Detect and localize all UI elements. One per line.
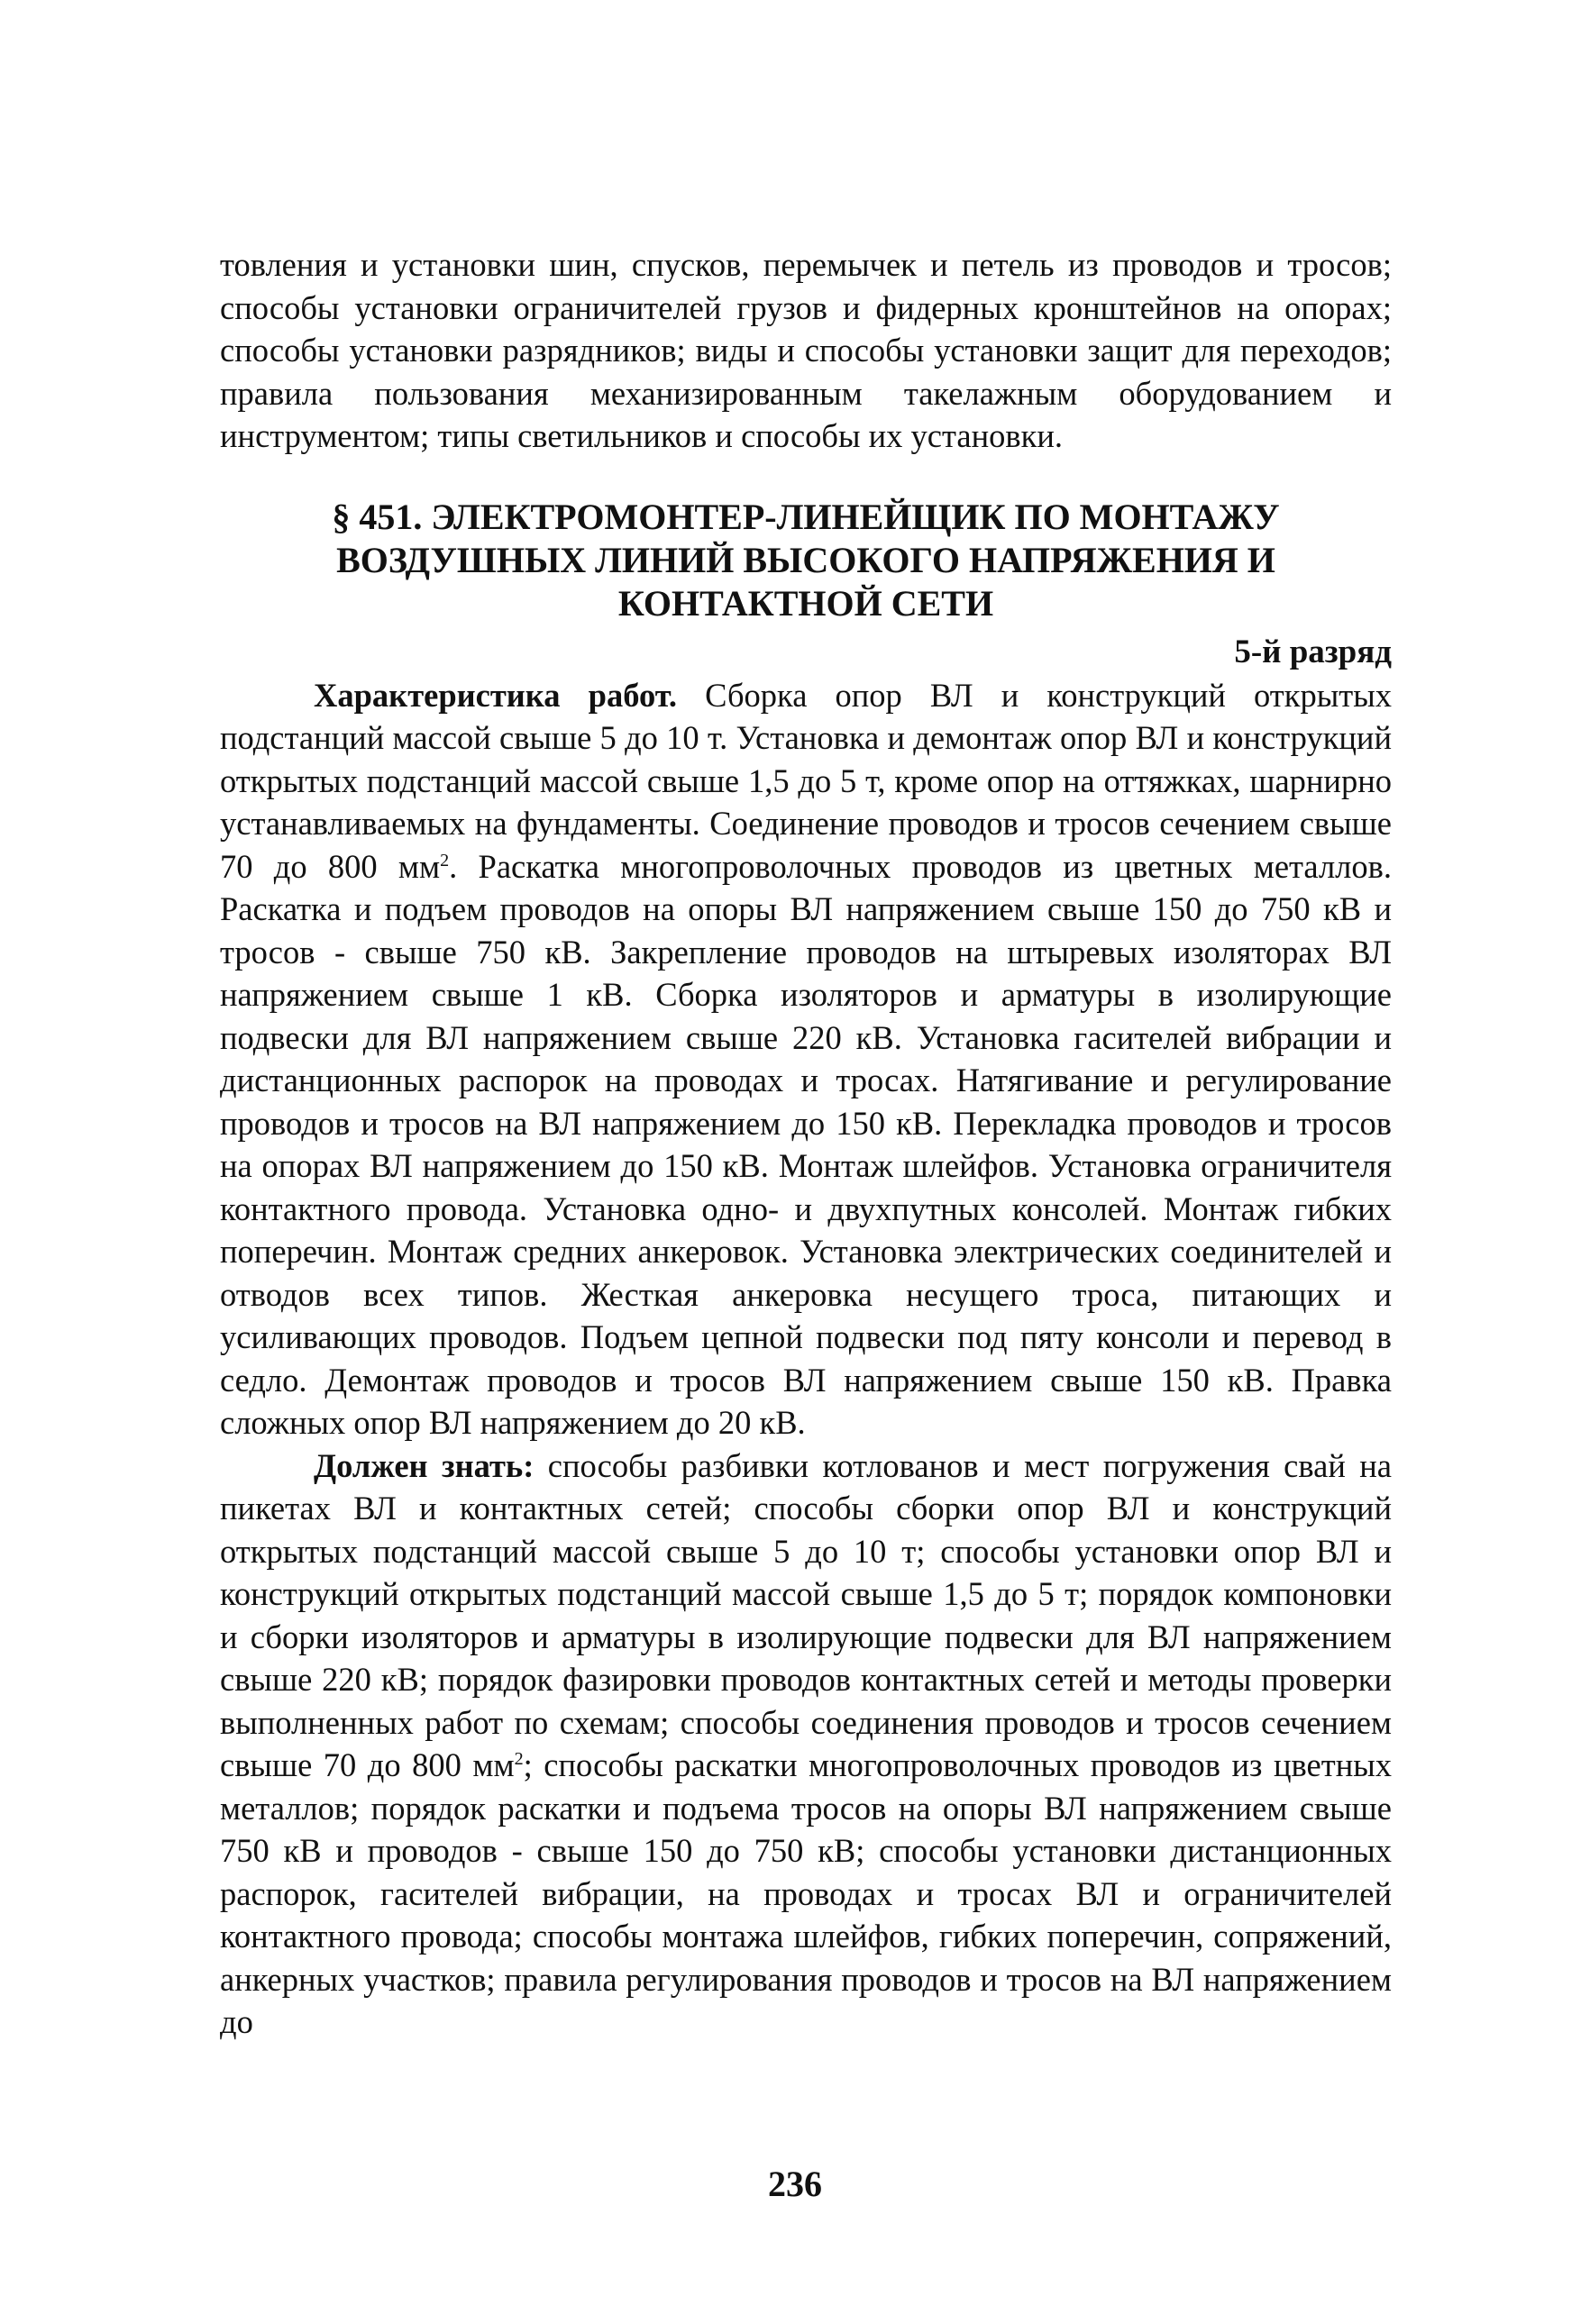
must-know-superscript: 2 — [514, 1748, 524, 1769]
characteristics-superscript: 2 — [440, 850, 450, 870]
must-know-text-part1: способы разбивки котлованов и мест погружения свай на пикетах ВЛ и контактных сетей; способы сборки опор ВЛ и конструкций открытых подстанций массой свыше 5 до 10 т; способы установки опор ВЛ и конструкций открытых подстанций массой свыше 1,5 до 5 т; порядок компоновки и сборки изоляторов и арматуры в изолирующие подвески для ВЛ напряжением свыше 220 кВ; порядок фазировки проводов контактных сетей и методы проверки выполненных работ по схемам; способы соединения проводов и тросов сечением свыше 70 до 800 мм — [220, 1446, 1393, 1783]
page-number: 236 — [768, 2164, 822, 2204]
characteristics-paragraph — [220, 674, 1392, 1445]
page-body — [220, 243, 1392, 2044]
characteristics-text-part2: . Раскатка многопроволочных проводов из цветных металлов. Раскатка и подъем проводов на опоры ВЛ напряжением свыше 150 до 750 кВ и тросов - свыше 750 кВ. Закрепление проводов на штыревых изоляторах ВЛ напряжением свыше 1 кВ. Сборка изоляторов и арматуры в изолирующие подвески для ВЛ напряжением свыше 220 кВ. Установка гасителей вибрации и дистанционных распорок на проводах и тросах. Натягивание и регулирование проводов и тросов на ВЛ напряжением до 150 кВ. Перекладка проводов и тросов на опорах ВЛ напряжением до 150 кВ. Монтаж шлейфов. Установка ограничителя контактного провода. Установка одно- и двухпутных консолей. Монтаж гибких поперечин. Монтаж средних анкеровок. Установка электрических соединителей и отводов всех типов. Жесткая анкеровка несущего троса, питающих и усиливающих проводов. Подъем цепной подвески под пяту консоли и перевод в седло. Демонтаж проводов и тросов ВЛ напряжением свыше 150 кВ. Правка сложных опор ВЛ напряжением до 20 кВ. — [220, 847, 1392, 1441]
must-know-text-part2: ; способы раскатки многопроволочных проводов из цветных металлов; порядок раскатки и подъема тросов на опоры ВЛ напряжением свыше 750 кВ и проводов - свыше 150 до 750 кВ; способы установки дистанционных распорок, гасителей вибрации, на проводах и тросах ВЛ и ограничителей контактного провода; способы монтажа шлейфов, гибких поперечин, сопряжений, анкерных участков; правила регулирования проводов и тросов на ВЛ напряжением до — [220, 1746, 1392, 2040]
characteristics-text-part1: Сборка опор ВЛ и конструкций открытых подстанций массой свыше 5 до 10 т. Установка и демонтаж опор ВЛ и конструкций открытых подстанций массой свыше 1,5 до 5 т, кроме опор на оттяжках, шарнирно устанавливаемых на фундаменты. Соединение проводов и тросов сечением свыше 70 до 800 мм — [220, 676, 1392, 885]
must-know-paragraph — [220, 1445, 1392, 2044]
must-know-label: Должен знать: — [314, 1446, 535, 1484]
characteristics-label: Характеристика работ. — [314, 676, 678, 714]
grade-label: 5-й разряд — [1234, 633, 1392, 670]
intro-paragraph: товления и установки шин, спусков, перемычек и петель из проводов и тросов; способы установки ограничителей грузов и фидерных кронштейнов на опорах; способы установки разрядников; виды и способы установки защит для переходов; правила пользования механизированным такелажным оборудованием и инструментом; типы светильников и способы их установки. — [220, 246, 1392, 454]
section-title: § 451. ЭЛЕКТРОМОНТЕР-ЛИНЕЙЩИК ПО МОНТАЖУ ВОЗДУШНЫХ ЛИНИЙ ВЫСОКОГО НАПРЯЖЕНИЯ И КОНТАКТНОЙ СЕТИ — [332, 496, 1280, 624]
